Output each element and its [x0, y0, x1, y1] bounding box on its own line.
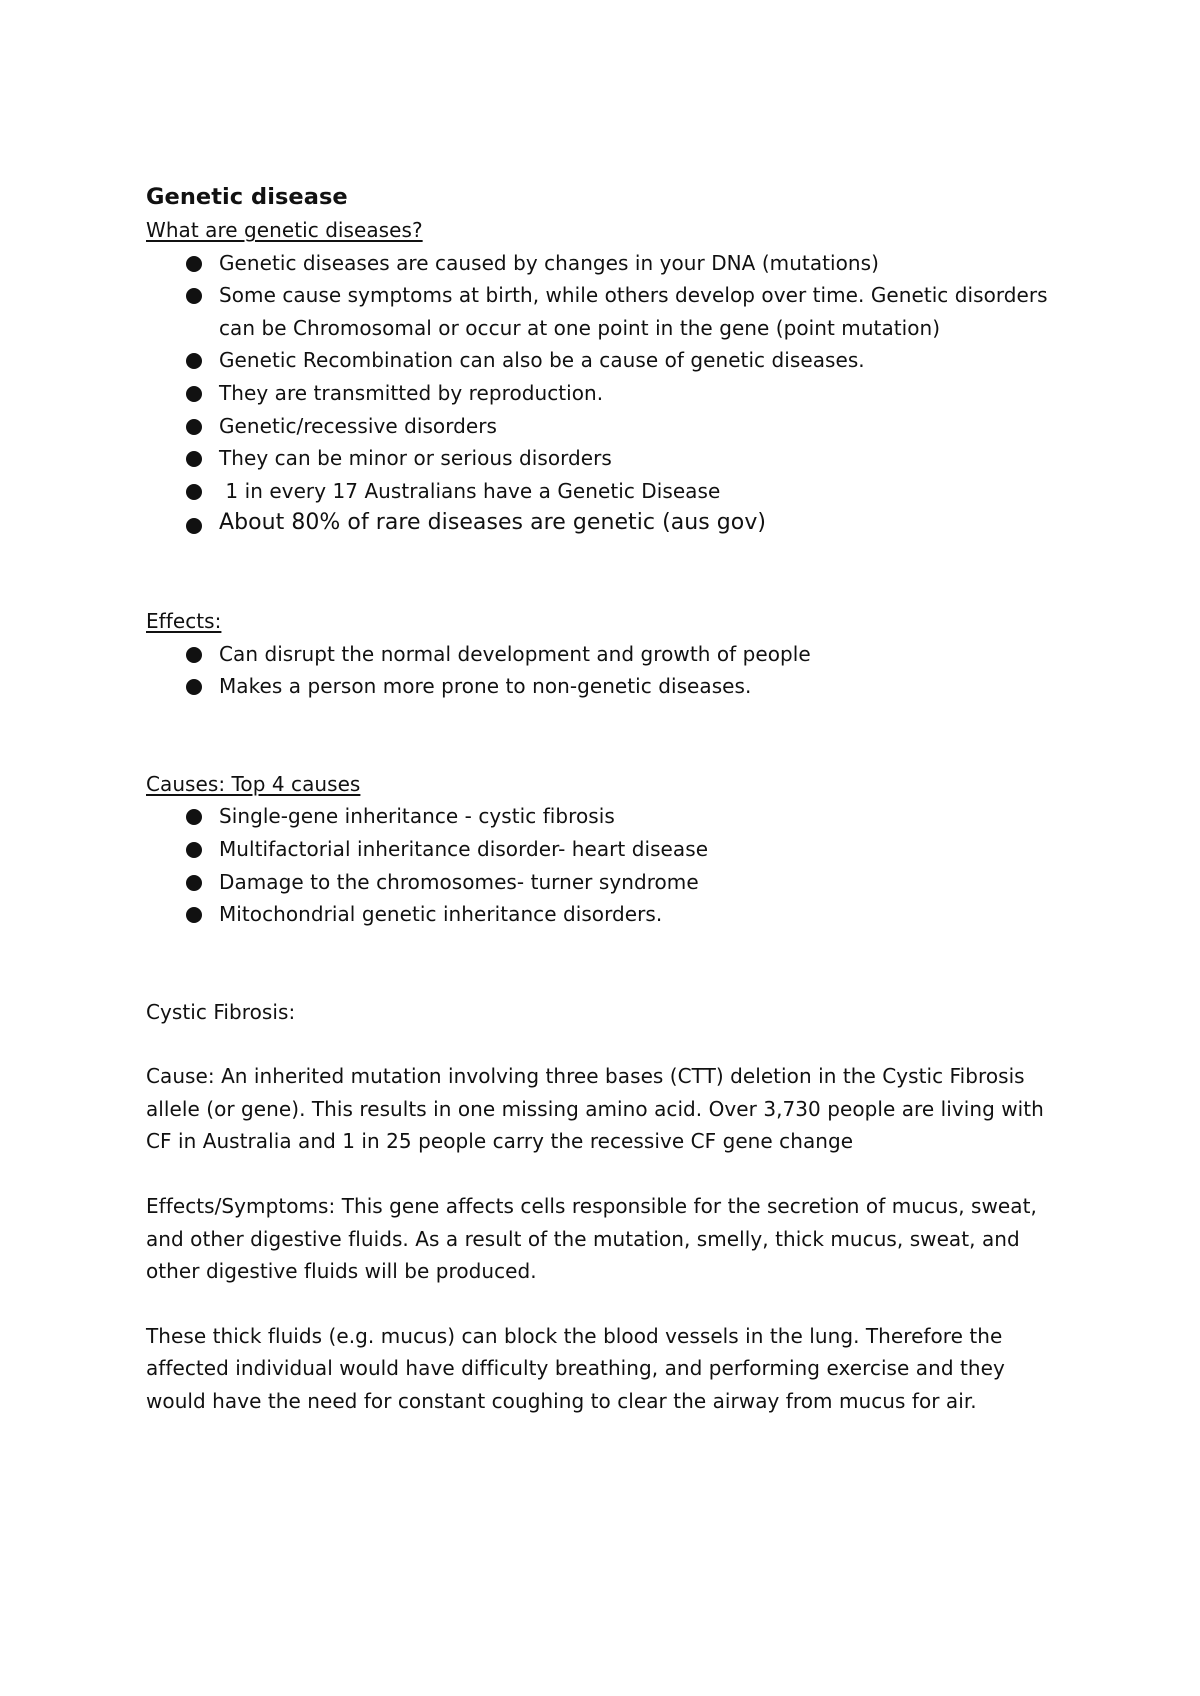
list-item: Genetic diseases are caused by changes in your DNA (mutations)	[146, 247, 1066, 280]
cf-cause-paragraph: Cause: An inherited mutation involving three bases (CTT) deletion in the Cystic Fibrosis allele (or gene). This results in one missing amino acid. Over 3,730 people are living with CF in Australia and 1 in 25 people carry the recessive CF gene change	[146, 1064, 1044, 1154]
bullet-list-effects	[146, 638, 1066, 703]
list-item: Genetic/recessive disorders	[146, 410, 1066, 443]
spacer	[146, 931, 1066, 996]
list-item: Multifactorial inheritance disorder- heart disease	[146, 833, 1066, 866]
list-item: Genetic Recombination can also be a cause of genetic diseases.	[146, 344, 1066, 377]
section-heading-what-are: What are genetic diseases?	[146, 218, 423, 242]
spacer	[146, 703, 1066, 768]
list-item: Mitochondrial genetic inheritance disorders.	[146, 898, 1066, 931]
bullet-list-causes	[146, 800, 1066, 930]
spacer	[146, 1288, 1066, 1320]
bullet-list-what-are	[146, 247, 1066, 540]
list-item: Damage to the chromosomes- turner syndrome	[146, 866, 1066, 899]
section-heading-effects: Effects:	[146, 608, 222, 633]
list-item: They are transmitted by reproduction.	[146, 377, 1066, 410]
cf-effects-paragraph: Effects/Symptoms: This gene affects cells responsible for the secretion of mucus, sweat, and other digestive fluids. As a result of the mutation, smelly, thick mucus, sweat, and other digestive fluids will be produced.	[146, 1194, 1037, 1284]
list-item: 1 in every 17 Australians have a Genetic Disease	[146, 475, 1066, 508]
spacer	[146, 540, 1066, 605]
list-item: Single-gene inheritance - cystic fibrosis	[146, 800, 1066, 833]
spacer	[146, 1158, 1066, 1190]
list-item: Can disrupt the normal development and growth of people	[146, 638, 1066, 671]
cystic-fibrosis-heading: Cystic Fibrosis:	[146, 999, 296, 1024]
list-item: Some cause symptoms at birth, while others develop over time. Genetic disorders can be Chromosomal or occur at one point in the gene (point mutation)	[146, 279, 1066, 344]
document-body	[146, 180, 1066, 1418]
section-heading-causes: Causes: Top 4 causes	[146, 771, 361, 796]
document-title: Genetic disease	[146, 184, 348, 210]
list-item: They can be minor or serious disorders	[146, 442, 1066, 475]
spacer	[146, 1028, 1066, 1060]
cf-fluids-paragraph: These thick fluids (e.g. mucus) can block the blood vessels in the lung. Therefore the affected individual would have difficulty breathing, and performing exercise and they would have the need for constant coughing to clear the airway from mucus for air.	[146, 1323, 1005, 1414]
list-item: Makes a person more prone to non-genetic diseases.	[146, 670, 1066, 703]
list-item: About 80% of rare diseases are genetic (aus gov)	[146, 507, 1066, 540]
